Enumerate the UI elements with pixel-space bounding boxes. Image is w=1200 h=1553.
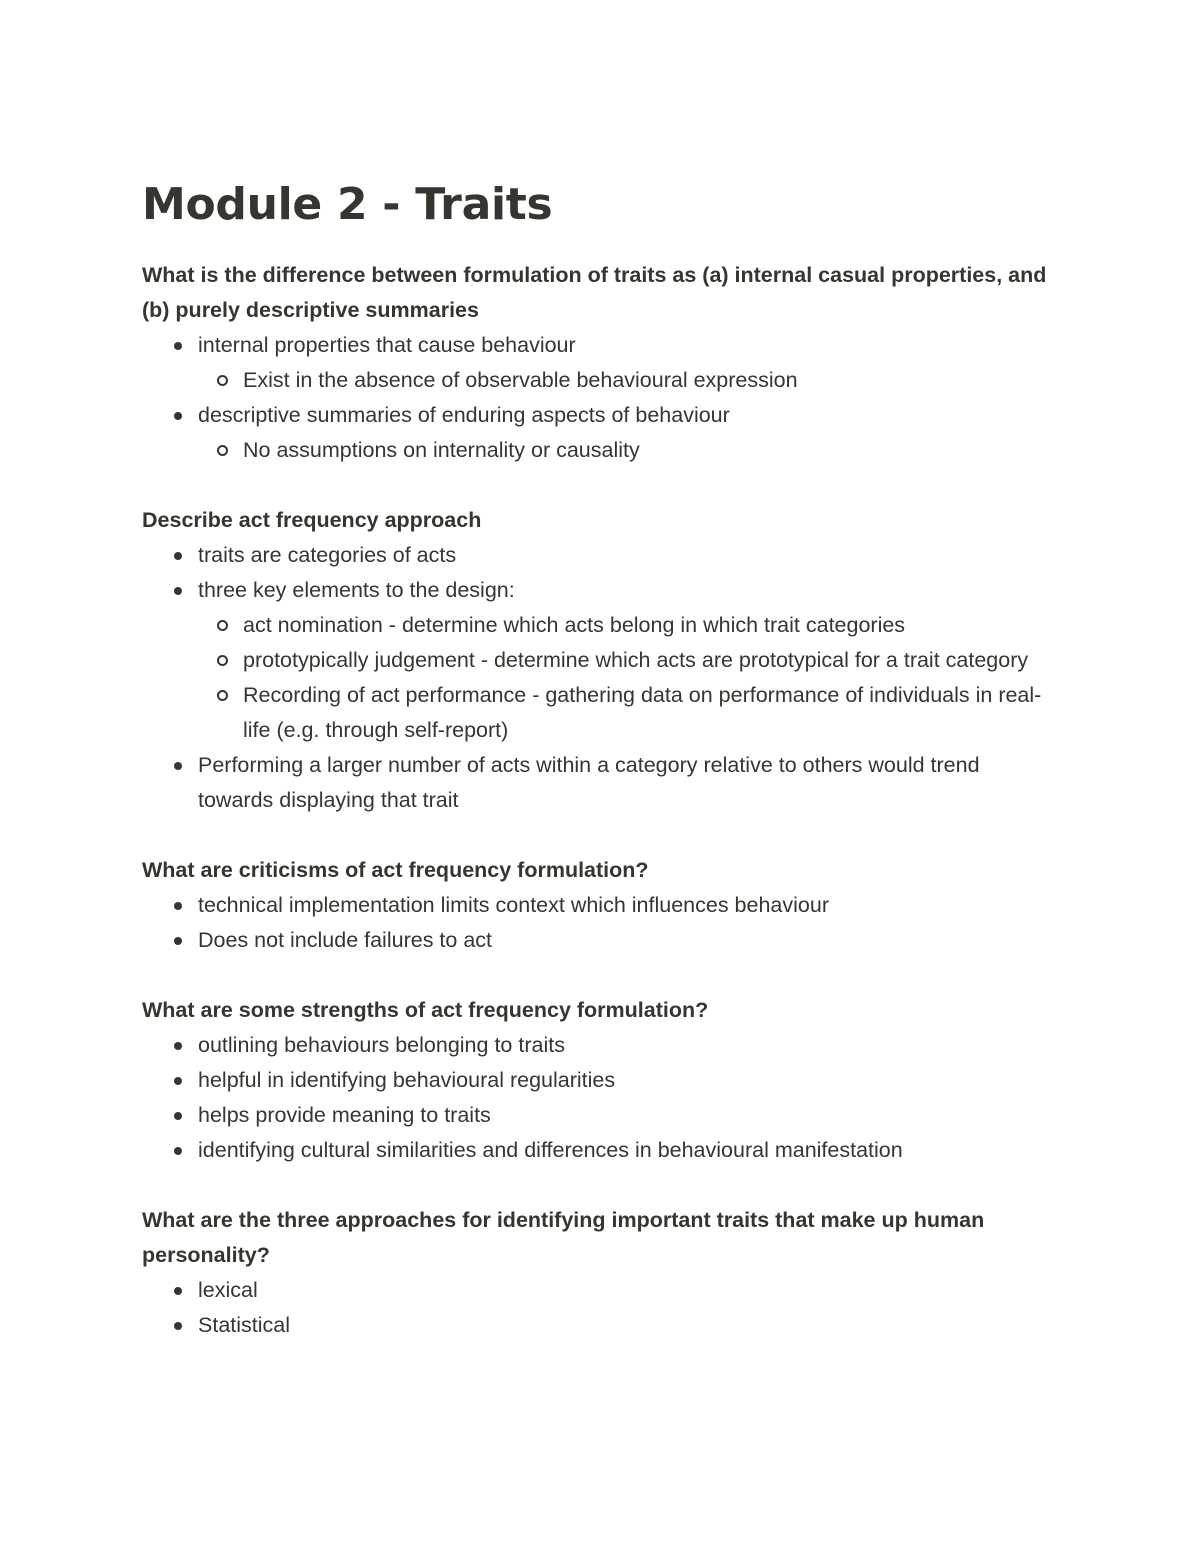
qa-section — [142, 1203, 1052, 1343]
bullet-circle-icon — [217, 375, 228, 386]
sub-list-item — [142, 608, 1052, 643]
list-item — [142, 1308, 1052, 1343]
list-item-text: traits are categories of acts — [198, 543, 457, 567]
sub-list-item-text: prototypically judgement - determine which acts are prototypical for a trait category — [243, 648, 1029, 672]
answer-list — [142, 538, 1052, 818]
list-item — [142, 1098, 1052, 1133]
bullet-disc-icon — [174, 342, 182, 350]
question-heading: Describe act frequency approach — [142, 508, 482, 532]
list-item — [142, 923, 1052, 958]
answer-list — [142, 1273, 1052, 1343]
bullet-disc-icon — [174, 1112, 182, 1120]
list-item-text: lexical — [198, 1278, 258, 1302]
sub-list-item — [142, 678, 1052, 748]
qa-section — [142, 853, 1052, 958]
bullet-circle-icon — [217, 655, 228, 666]
bullet-disc-icon — [174, 587, 182, 595]
list-item — [142, 888, 1052, 923]
list-item-text: Performing a larger number of acts within a category relative to others would trend towards displaying that trait — [198, 753, 980, 812]
list-item — [142, 538, 1052, 573]
sub-list-item-text: act nomination - determine which acts belong in which trait categories — [243, 613, 906, 637]
list-item — [142, 748, 1052, 818]
list-item-text: three key elements to the design: — [198, 578, 515, 602]
question-heading: What is the difference between formulation of traits as (a) internal casual properties, and (b) purely descriptive summaries — [142, 263, 1047, 322]
sub-list-item — [142, 433, 1052, 468]
sub-list-item-text: Recording of act performance - gathering data on performance of individuals in real-life (e.g. through self-report) — [243, 683, 1042, 742]
bullet-circle-icon — [217, 690, 228, 701]
sub-list-item — [142, 363, 1052, 398]
answer-list — [142, 1028, 1052, 1168]
qa-section — [142, 993, 1052, 1168]
list-item-text: outlining behaviours belonging to traits — [198, 1033, 565, 1057]
bullet-disc-icon — [174, 1147, 182, 1155]
list-item — [142, 573, 1052, 608]
bullet-disc-icon — [174, 552, 182, 560]
bullet-disc-icon — [174, 1287, 182, 1295]
sub-list-item — [142, 643, 1052, 678]
question-heading: What are criticisms of act frequency formulation? — [142, 858, 649, 882]
bullet-disc-icon — [174, 762, 182, 770]
answer-list — [142, 888, 1052, 958]
list-item-text: technical implementation limits context which influences behaviour — [198, 893, 829, 917]
qa-section — [142, 258, 1052, 468]
sub-list-item-text: Exist in the absence of observable behavioural expression — [243, 368, 798, 392]
list-item — [142, 1133, 1052, 1168]
list-item-text: helpful in identifying behavioural regularities — [198, 1068, 616, 1092]
list-item — [142, 328, 1052, 363]
list-item — [142, 1273, 1052, 1308]
list-item-text: Does not include failures to act — [198, 928, 492, 952]
bullet-disc-icon — [174, 937, 182, 945]
bullet-disc-icon — [174, 1042, 182, 1050]
document-page — [142, 176, 1052, 1378]
list-item — [142, 398, 1052, 433]
bullet-disc-icon — [174, 902, 182, 910]
list-item-text: helps provide meaning to traits — [198, 1103, 491, 1127]
bullet-disc-icon — [174, 1322, 182, 1330]
question-heading: What are the three approaches for identifying important traits that make up human personality? — [142, 1208, 985, 1267]
bullet-disc-icon — [174, 1077, 182, 1085]
list-item-text: descriptive summaries of enduring aspects of behaviour — [198, 403, 730, 427]
list-item-text: internal properties that cause behaviour — [198, 333, 576, 357]
list-item-text: Statistical — [198, 1313, 291, 1337]
list-item — [142, 1063, 1052, 1098]
page-title: Module 2 - Traits — [142, 179, 553, 230]
question-heading: What are some strengths of act frequency formulation? — [142, 998, 709, 1022]
sub-list-item-text: No assumptions on internality or causality — [243, 438, 640, 462]
answer-list — [142, 328, 1052, 468]
bullet-circle-icon — [217, 620, 228, 631]
bullet-disc-icon — [174, 412, 182, 420]
qa-section — [142, 503, 1052, 818]
bullet-circle-icon — [217, 445, 228, 456]
list-item — [142, 1028, 1052, 1063]
list-item-text: identifying cultural similarities and differences in behavioural manifestation — [198, 1138, 903, 1162]
